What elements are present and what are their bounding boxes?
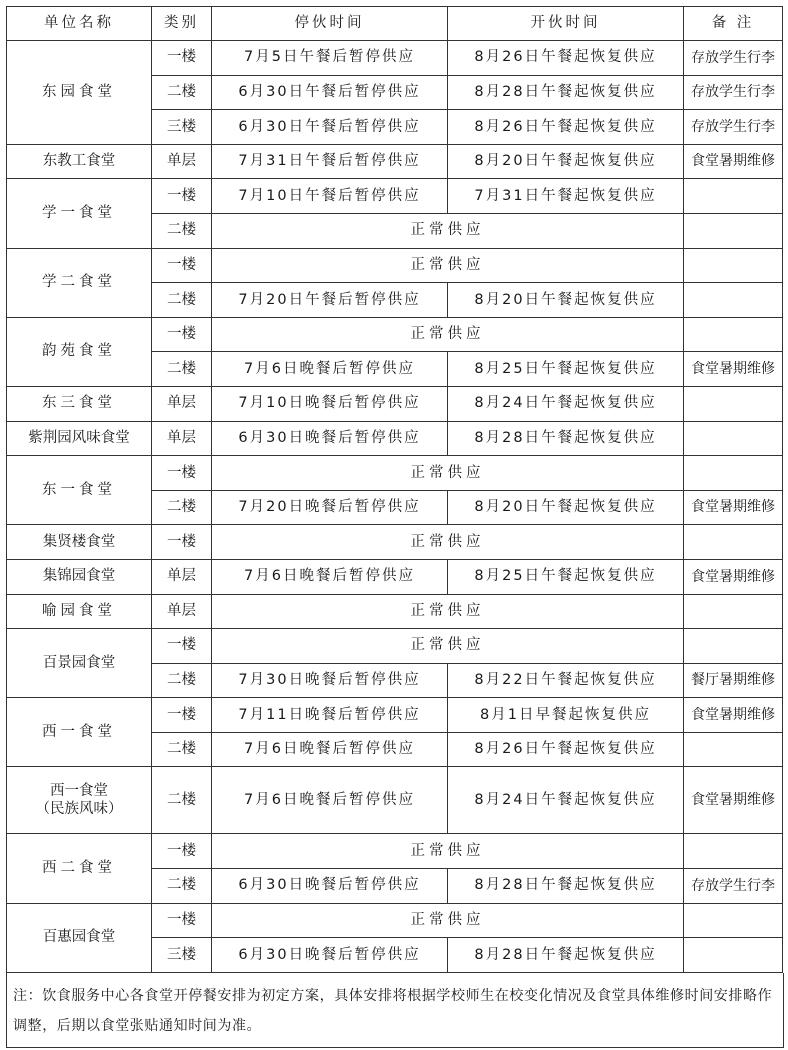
type-cell: 二楼 (152, 75, 212, 110)
type-cell: 三楼 (152, 938, 212, 973)
normal-supply-cell: 正常供应 (212, 456, 684, 491)
table-row (7, 698, 783, 733)
start-cell: 8月28日午餐起恢复供应 (448, 75, 684, 110)
table-row (7, 421, 783, 456)
type-cell: 一楼 (152, 834, 212, 869)
table-row (7, 629, 783, 664)
type-cell: 一楼 (152, 41, 212, 76)
type-cell: 二楼 (152, 283, 212, 318)
stop-cell: 7月6日晚餐后暂停供应 (212, 767, 448, 834)
table-row (7, 456, 783, 491)
type-cell: 一楼 (152, 317, 212, 352)
note-cell (684, 421, 783, 456)
start-cell: 8月26日午餐起恢复供应 (448, 41, 684, 76)
type-cell: 一楼 (152, 456, 212, 491)
stop-cell: 7月6日晚餐后暂停供应 (212, 352, 448, 387)
table-row (7, 559, 783, 594)
start-cell: 8月28日午餐起恢复供应 (448, 869, 684, 904)
start-cell: 8月28日午餐起恢复供应 (448, 421, 684, 456)
stop-cell: 7月11日晚餐后暂停供应 (212, 698, 448, 733)
type-cell: 三楼 (152, 110, 212, 145)
stop-cell: 6月30日午餐后暂停供应 (212, 75, 448, 110)
note-cell: 存放学生行李 (684, 75, 783, 110)
note-cell (684, 629, 783, 664)
type-cell: 一楼 (152, 179, 212, 214)
type-cell: 二楼 (152, 869, 212, 904)
header-start-time: 开伙时间 (448, 7, 684, 41)
start-cell: 8月20日午餐起恢复供应 (448, 283, 684, 318)
unit-cell: 西一食堂 （民族风味） (7, 767, 152, 834)
type-cell: 单层 (152, 559, 212, 594)
unit-cell: 韵苑食堂 (7, 317, 152, 386)
stop-cell: 7月6日晚餐后暂停供应 (212, 559, 448, 594)
note-cell: 存放学生行李 (684, 41, 783, 76)
note-cell (684, 456, 783, 491)
stop-cell: 7月10日午餐后暂停供应 (212, 179, 448, 214)
table-row (7, 144, 783, 179)
normal-supply-cell: 正常供应 (212, 525, 684, 560)
normal-supply-cell: 正常供应 (212, 903, 684, 938)
stop-cell: 6月30日晚餐后暂停供应 (212, 421, 448, 456)
note-cell (684, 594, 783, 629)
unit-cell: 喻园食堂 (7, 594, 152, 629)
table-row (7, 248, 783, 283)
note-cell: 餐厅暑期维修 (684, 663, 783, 698)
start-cell: 8月22日午餐起恢复供应 (448, 663, 684, 698)
unit-cell: 学一食堂 (7, 179, 152, 248)
table-row (7, 767, 783, 834)
type-cell: 二楼 (152, 767, 212, 834)
stop-cell: 7月20日晚餐后暂停供应 (212, 490, 448, 525)
note-cell (684, 525, 783, 560)
unit-cell: 百惠园食堂 (7, 903, 152, 972)
unit-cell: 集贤楼食堂 (7, 525, 152, 560)
type-cell: 单层 (152, 421, 212, 456)
unit-cell: 紫荆园风味食堂 (7, 421, 152, 456)
type-cell: 二楼 (152, 490, 212, 525)
unit-cell: 集锦园食堂 (7, 559, 152, 594)
unit-cell: 学二食堂 (7, 248, 152, 317)
stop-cell: 6月30日午餐后暂停供应 (212, 110, 448, 145)
canteen-schedule-sheet (6, 6, 782, 1048)
start-cell: 8月1日早餐起恢复供应 (448, 698, 684, 733)
stop-cell: 7月10日晚餐后暂停供应 (212, 386, 448, 421)
start-cell: 8月28日午餐起恢复供应 (448, 938, 684, 973)
note-cell: 食堂暑期维修 (684, 698, 783, 733)
note-cell (684, 903, 783, 938)
note-cell: 存放学生行李 (684, 869, 783, 904)
stop-cell: 7月31日午餐后暂停供应 (212, 144, 448, 179)
header-stop-time: 停伙时间 (212, 7, 448, 41)
table-row (7, 317, 783, 352)
note-cell: 食堂暑期维修 (684, 352, 783, 387)
note-cell (684, 213, 783, 248)
type-cell: 一楼 (152, 903, 212, 938)
stop-cell: 6月30日晚餐后暂停供应 (212, 938, 448, 973)
table-row (7, 594, 783, 629)
unit-cell: 百景园食堂 (7, 629, 152, 698)
note-cell: 食堂暑期维修 (684, 559, 783, 594)
start-cell: 8月24日午餐起恢复供应 (448, 767, 684, 834)
unit-cell: 东园食堂 (7, 41, 152, 145)
normal-supply-cell: 正常供应 (212, 834, 684, 869)
header-note: 备 注 (684, 7, 783, 41)
unit-cell: 西一食堂 (7, 698, 152, 767)
header-type: 类别 (152, 7, 212, 41)
unit-cell: 西二食堂 (7, 834, 152, 903)
table-row (7, 386, 783, 421)
type-cell: 二楼 (152, 213, 212, 248)
note-cell (684, 386, 783, 421)
note-cell (684, 732, 783, 767)
normal-supply-cell: 正常供应 (212, 629, 684, 664)
start-cell: 8月25日午餐起恢复供应 (448, 352, 684, 387)
note-cell: 食堂暑期维修 (684, 490, 783, 525)
note-cell (684, 938, 783, 973)
start-cell: 8月20日午餐起恢复供应 (448, 144, 684, 179)
note-cell (684, 248, 783, 283)
table-row (7, 41, 783, 76)
unit-cell: 东一食堂 (7, 456, 152, 525)
type-cell: 一楼 (152, 248, 212, 283)
type-cell: 一楼 (152, 525, 212, 560)
stop-cell: 7月30日晚餐后暂停供应 (212, 663, 448, 698)
normal-supply-cell: 正常供应 (212, 248, 684, 283)
unit-cell: 东教工食堂 (7, 144, 152, 179)
footnote: 注：饮食服务中心各食堂开停餐安排为初定方案，具体安排将根据学校师生在校变化情况及食堂具体维修时间安排略作调整，后期以食堂张贴通知时间为准。 (6, 973, 784, 1048)
note-cell: 存放学生行李 (684, 110, 783, 145)
start-cell: 8月25日午餐起恢复供应 (448, 559, 684, 594)
header-unit: 单位名称 (7, 7, 152, 41)
stop-cell: 7月20日午餐后暂停供应 (212, 283, 448, 318)
note-cell (684, 179, 783, 214)
table-row (7, 179, 783, 214)
note-cell (684, 317, 783, 352)
start-cell: 8月24日午餐起恢复供应 (448, 386, 684, 421)
normal-supply-cell: 正常供应 (212, 213, 684, 248)
normal-supply-cell: 正常供应 (212, 317, 684, 352)
table-row (7, 525, 783, 560)
canteen-schedule-table (6, 6, 783, 973)
table-row (7, 834, 783, 869)
table-row (7, 903, 783, 938)
stop-cell: 6月30日晚餐后暂停供应 (212, 869, 448, 904)
type-cell: 单层 (152, 386, 212, 421)
note-cell: 食堂暑期维修 (684, 767, 783, 834)
type-cell: 一楼 (152, 629, 212, 664)
type-cell: 单层 (152, 144, 212, 179)
start-cell: 7月31日午餐起恢复供应 (448, 179, 684, 214)
note-cell: 食堂暑期维修 (684, 144, 783, 179)
type-cell: 一楼 (152, 698, 212, 733)
unit-cell: 东三食堂 (7, 386, 152, 421)
stop-cell: 7月6日晚餐后暂停供应 (212, 732, 448, 767)
type-cell: 二楼 (152, 663, 212, 698)
stop-cell: 7月5日午餐后暂停供应 (212, 41, 448, 76)
type-cell: 单层 (152, 594, 212, 629)
note-cell (684, 834, 783, 869)
start-cell: 8月26日午餐起恢复供应 (448, 732, 684, 767)
note-cell (684, 283, 783, 318)
type-cell: 二楼 (152, 732, 212, 767)
header-row (7, 7, 783, 41)
type-cell: 二楼 (152, 352, 212, 387)
start-cell: 8月26日午餐起恢复供应 (448, 110, 684, 145)
start-cell: 8月20日午餐起恢复供应 (448, 490, 684, 525)
normal-supply-cell: 正常供应 (212, 594, 684, 629)
